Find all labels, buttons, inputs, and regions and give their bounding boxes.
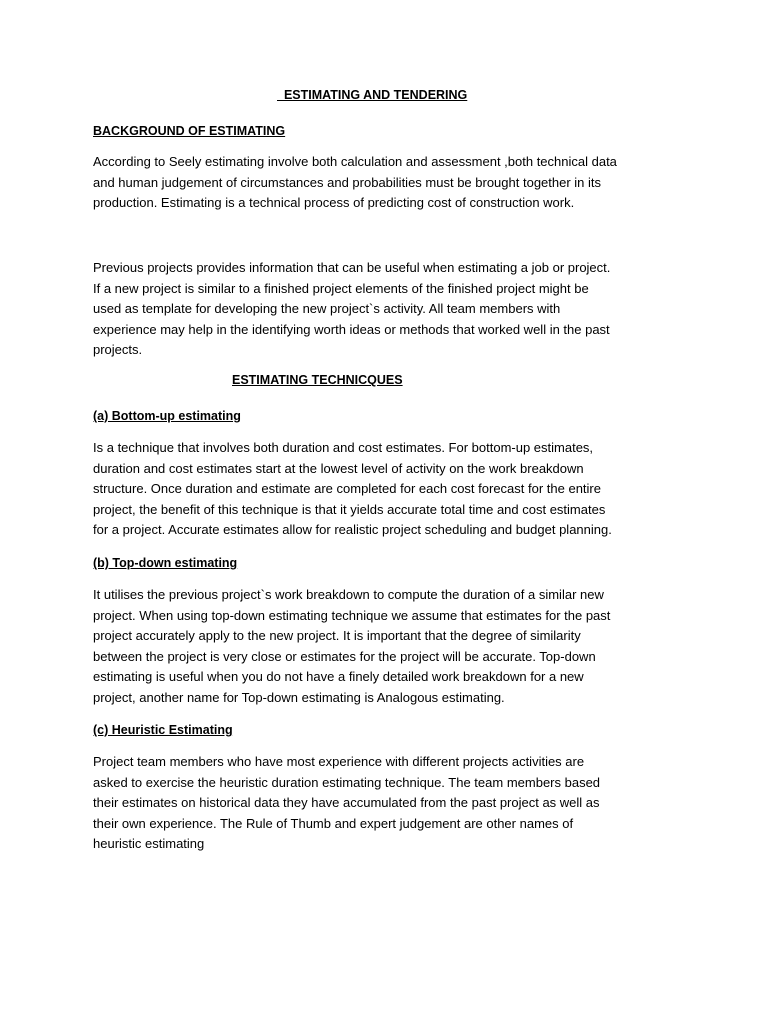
paragraph-line: If a new project is similar to a finished project elements of the finished project might be (93, 280, 589, 296)
paragraph-line: between the project is very close or estimates for the project will be accurate. Top-down (93, 648, 596, 664)
paragraph-line: asked to exercise the heuristic duration estimating technique. The team members based (93, 774, 601, 790)
section-a-text (93, 438, 678, 541)
paragraph-line: production. Estimating is a technical process of predicting cost of construction work. (93, 195, 575, 210)
section-a-heading: (a) Bottom-up estimating (93, 409, 241, 423)
paragraph-line: used as template for developing the new project`s activity. All team members with (93, 301, 561, 316)
paragraph-line: project, another name for Top-down estimating is Analogous estimating. (93, 689, 505, 705)
paragraph-background (93, 152, 678, 214)
paragraph-line: for a project. Accurate estimates allow for realistic project scheduling and budget planning. (93, 522, 612, 537)
section-c-text (93, 752, 678, 855)
paragraph-line: project accurately apply to the new project. It is important that the degree of similarity (93, 628, 581, 643)
paragraph-line: estimating is useful when you do not have a finely detailed work breakdown for a new (93, 669, 584, 684)
paragraph-previous-projects (93, 258, 678, 361)
paragraph-line: and human judgement of circumstances and probabilities must be brought together in its (93, 174, 602, 190)
section-c-heading: (c) Heuristic Estimating (93, 723, 233, 737)
paragraph-line: experience may help in the identifying worth ideas or methods that worked well in the past (93, 321, 610, 337)
paragraph-line: It utilises the previous project`s work breakdown to compute the duration of a similar new (93, 587, 604, 602)
section-b-heading: (b) Top-down estimating (93, 556, 238, 570)
paragraph-line: project, the benefit of this technique is that it yields accurate total time and cost estimates (93, 501, 606, 517)
techniques-heading: ESTIMATING TECHNICQUES (232, 373, 403, 387)
paragraph-line: project. When using top-down estimating technique we assume that estimates for the past (93, 607, 611, 623)
paragraph-line: projects. (93, 342, 143, 357)
paragraph-line: their estimates on historical data they have accumulated from the past project as well as (93, 795, 600, 810)
paragraph-line: According to Seely estimating involve both calculation and assessment ,both technical data (93, 154, 617, 169)
paragraph-line: structure. Once duration and estimate are completed for each cost forecast for the entire (93, 481, 601, 496)
paragraph-line: Is a technique that involves both duration and cost estimates. For bottom-up estimates, (93, 440, 594, 455)
background-heading: BACKGROUND OF ESTIMATING (93, 124, 286, 138)
document-title: ESTIMATING AND TENDERING (277, 88, 468, 102)
paragraph-line: Previous projects provides information that can be useful when estimating a job or project. (93, 260, 611, 275)
paragraph-line: Project team members who have most experience with different projects activities are (93, 754, 585, 769)
section-b-text (93, 585, 678, 708)
paragraph-line: duration and cost estimates start at the lowest level of activity on the work breakdown (93, 460, 584, 476)
paragraph-line: their own experience. The Rule of Thumb and expert judgement are other names of (93, 815, 574, 831)
paragraph-line: heuristic estimating (93, 836, 205, 851)
